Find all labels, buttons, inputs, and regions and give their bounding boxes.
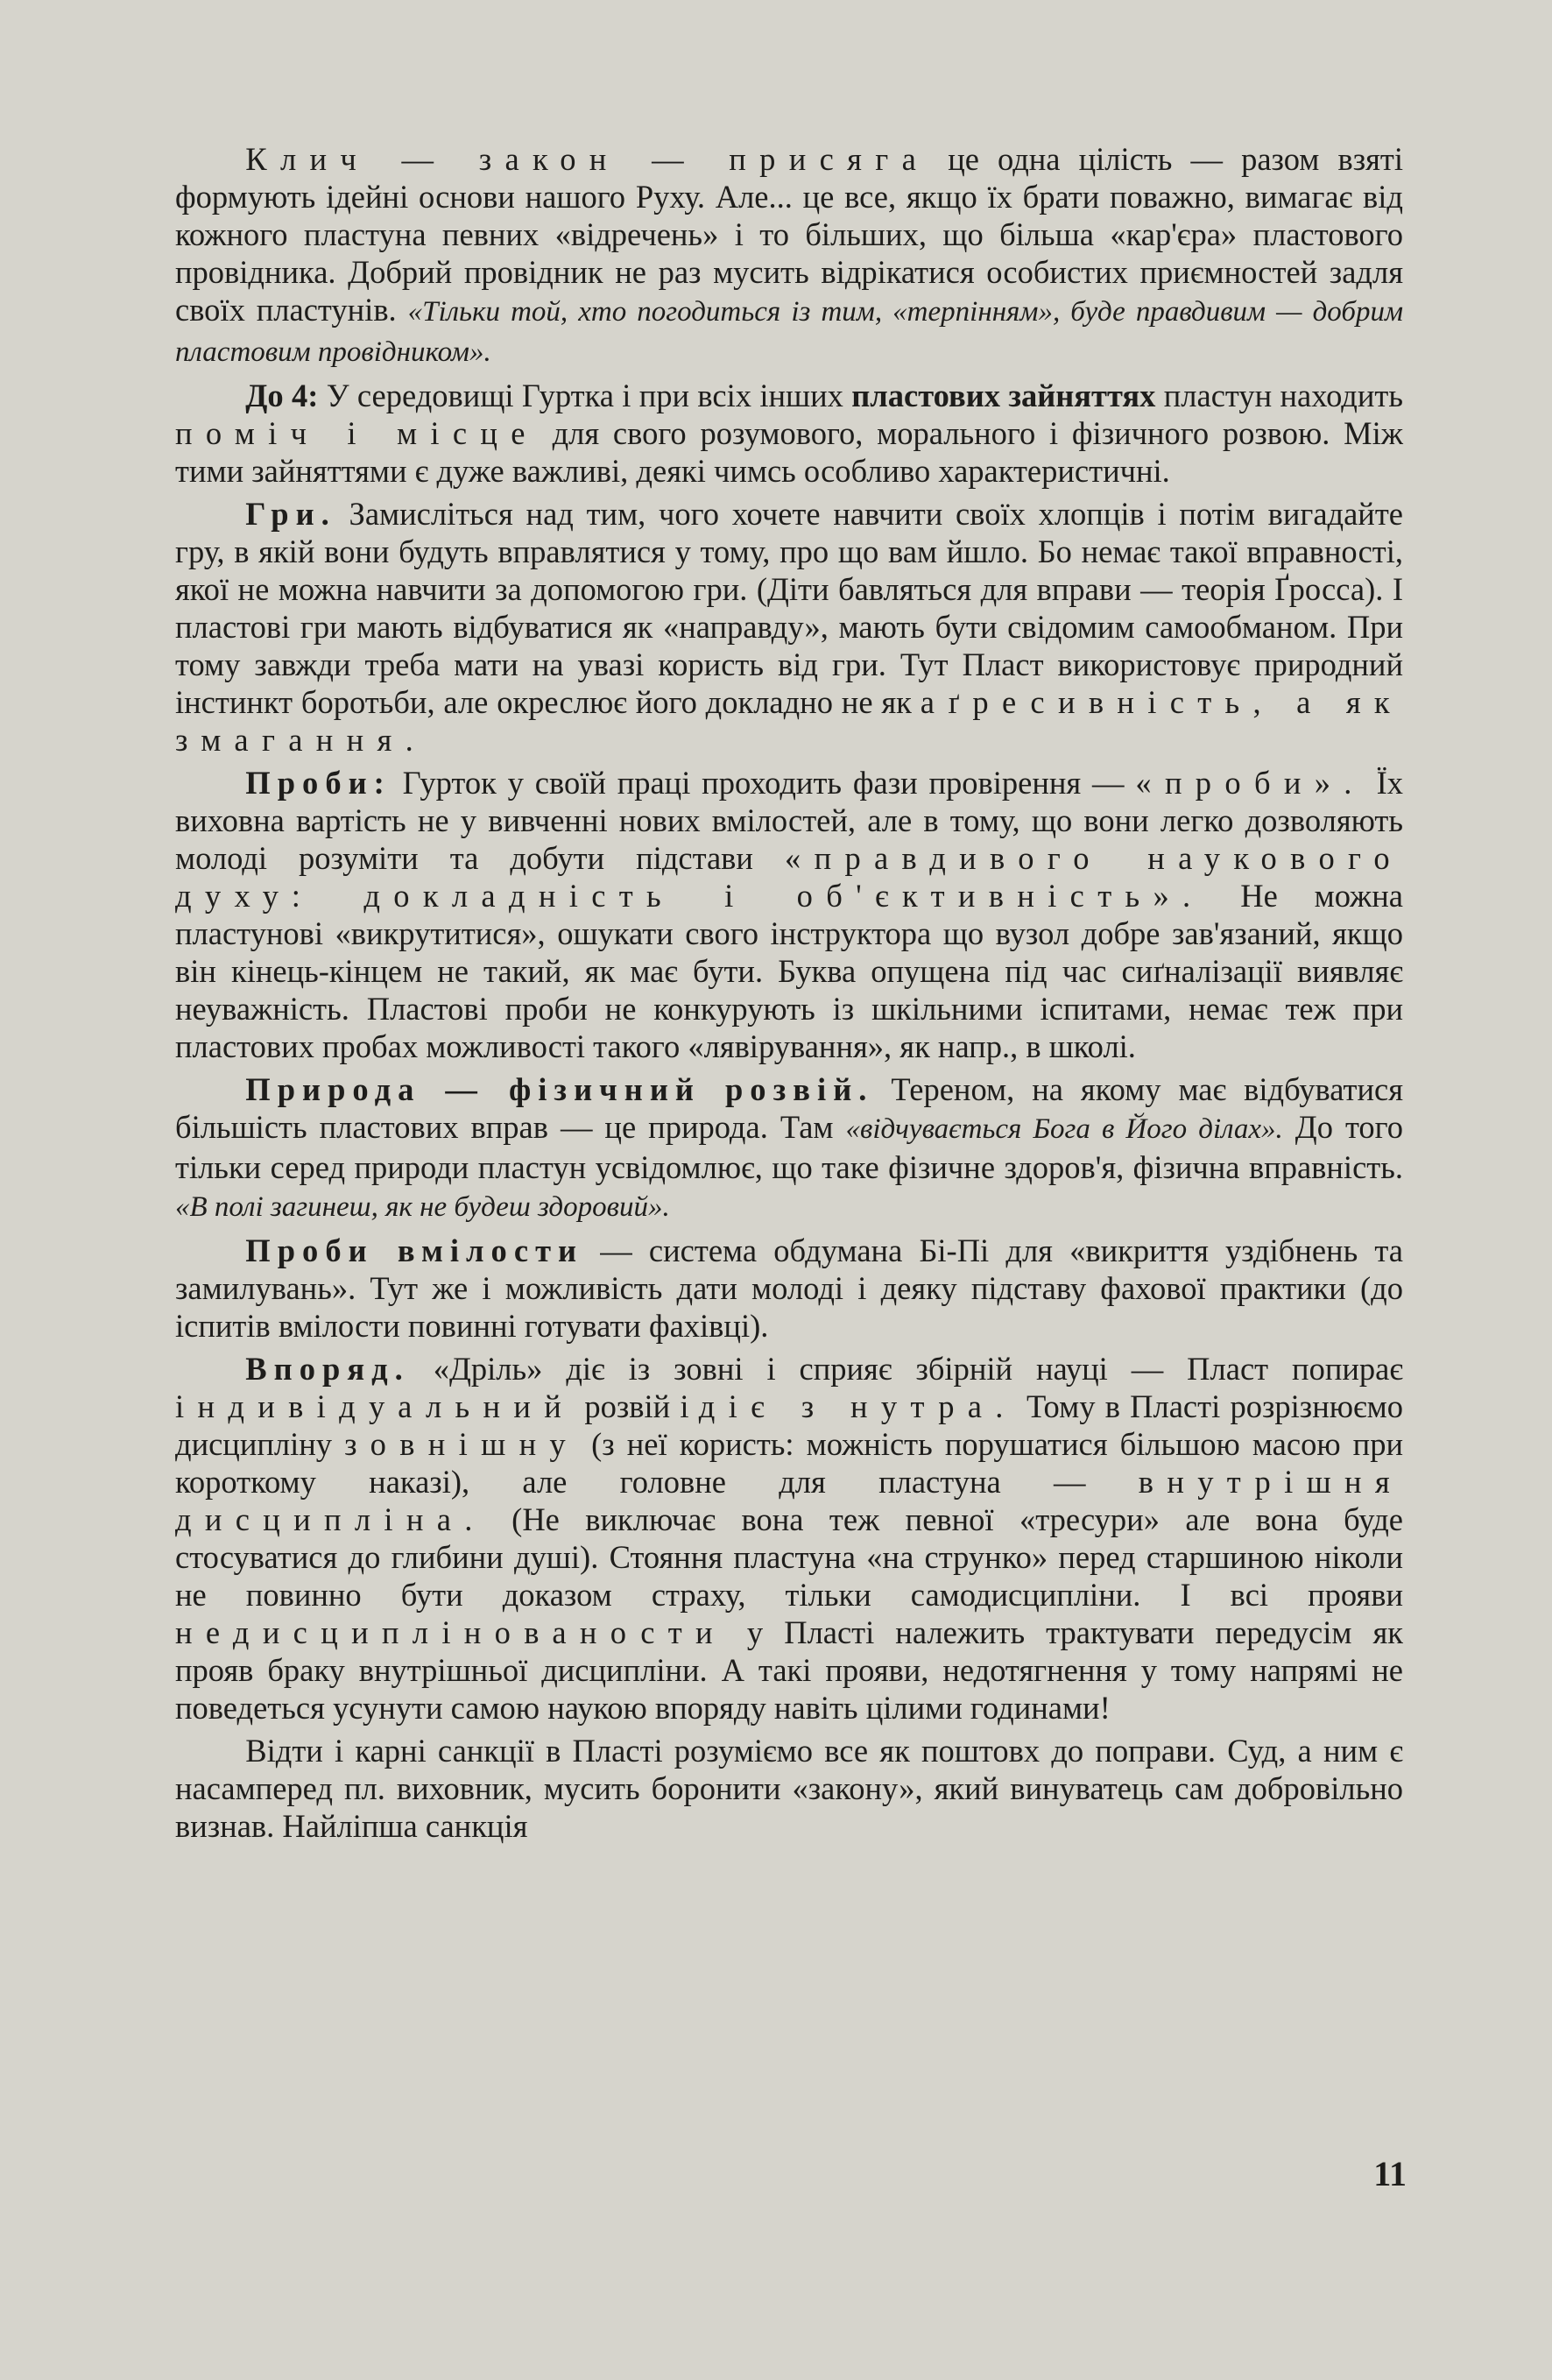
- spaced-emphasis: недисциплінованости: [175, 1614, 726, 1650]
- paragraph-text: (з неї користь: можність порушатися більшою масою при короткому наказі), але головне для пластуна —: [175, 1426, 1403, 1500]
- paragraph-5: [175, 1070, 1403, 1226]
- paragraph-text: Не можна пластунові «викрутитися», ошукати свого інструктора що вузол добре зав'язаний, якщо він кінець-кінцем не такий, як має бути. Буква опущена під час сиґналізації виявляє неуважність. Пластові проби не конкурують із шкільними іспитами, немає теж при пластових пробах можливості такого «лявірування», як напр., в школі.: [175, 878, 1404, 1064]
- paragraph-3: [175, 495, 1403, 759]
- paragraph-text: — система обдумана Бі-Пі для «викриття уздібнень та замилувань». Тут же і можливість дати молоді і деяку підставу фахової практики (до іспитів вмілости повинні готувати фахівці).: [175, 1232, 1403, 1344]
- paragraph-text: «Дріль» діє із зовні і сприяє збірній науці — Пласт попирає: [409, 1351, 1403, 1387]
- paragraph-text: Тереном, на якому має відбуватися більшість пластових вправ — це природа. Там: [175, 1071, 1403, 1145]
- paragraph-text: Гурток у своїй праці проходить фази провірення —: [391, 765, 1136, 801]
- spaced-emphasis: Клич — закон — присяга: [245, 141, 930, 177]
- page-number: 11: [1373, 2154, 1407, 2193]
- paragraph-8: [175, 1732, 1403, 1845]
- italic-quote: «Тільки той, хто погодиться із тим, «терпінням», буде правдивим — добрим пластовим провідником».: [175, 296, 1403, 368]
- spaced-emphasis: «проби».: [1135, 765, 1365, 801]
- italic-quote: «відчувається Бога в Його ділах».: [845, 1113, 1283, 1145]
- spaced-emphasis: поміч і місце: [175, 415, 539, 451]
- paragraph-6: [175, 1232, 1403, 1345]
- paragraph-text: Їх виховна вартість не у вивченні нових вмілостей, але в тому, що вони легко дозволяють молоді розуміти та добути підстави: [175, 765, 1403, 876]
- italic-quote: «В полі загинеш, як не будеш здоровий».: [175, 1191, 670, 1223]
- bold-term: пластових зайняттях: [851, 378, 1156, 413]
- section-heading: Впоряд.: [245, 1351, 410, 1387]
- paragraph-text: Тому в Пласті розрізнюємо дисципліну: [175, 1388, 1404, 1462]
- paragraph-text: розвій і: [575, 1388, 699, 1424]
- paragraph-text: У середовищі Гуртка і при всіх інших: [318, 378, 852, 413]
- spaced-emphasis: аґресивність, а як змагання.: [175, 684, 1404, 758]
- paragraph-1: [175, 140, 1403, 371]
- section-heading: Проби вмілости: [245, 1232, 584, 1268]
- paragraph-text: пластун находить: [1155, 378, 1403, 413]
- paragraph-2: [175, 377, 1403, 490]
- spaced-emphasis: зовнішну: [344, 1426, 580, 1462]
- spaced-emphasis: індивідуальний: [175, 1388, 575, 1424]
- spaced-emphasis: внутрішня дисципліна.: [175, 1464, 1403, 1537]
- paragraph-4: [175, 764, 1403, 1065]
- paragraph-text: це одна цілість — разом взяті формують ідейні основи нашого Руху. Але... це все, якщо їх брати поважно, вимагає від кожного пластуна певних «відречень» і то більших, що більша «кар'єра» пластового провідника. Добрий провідник не раз мусить відрікатися особистих приємностей задля своїх пластунів.: [175, 141, 1404, 328]
- paragraph-text: Відти і карні санкції в Пласті розуміємо все як поштовх до поправи. Суд, а ним є насамперед пл. виховник, мусить боронити «закону», який винуватець сам добровільно визнав. Найліпша санкція: [175, 1733, 1403, 1844]
- paragraph-7: [175, 1350, 1403, 1727]
- paragraph-text: у Пласті належить трактувати передусім як прояв браку внутрішньої дисципліни. А такі прояви, недотягнення у тому напрямі не поведеться усунути самою наукою впоряду навіть цілими годинами!: [175, 1614, 1403, 1726]
- paragraph-text: для свого розумового, морального і фізичного розвою. Між тими зайняттями є дуже важливі, деякі чимсь особливо характеристичні.: [175, 415, 1403, 489]
- body-text: [175, 140, 1403, 1845]
- section-heading: До 4:: [245, 378, 319, 413]
- paragraph-text: (Не виключає вона теж певної «тресури» але вона буде стосуватися до глибини душі). Стояння пластуна «на струнко» перед старшиною ніколи не повинно бути доказом страху, тільки самодисципліни. І всі прояви: [175, 1501, 1403, 1613]
- spaced-emphasis: діє з нутра.: [698, 1388, 1017, 1424]
- section-heading: Проби:: [245, 765, 392, 801]
- section-heading: Природа — фізичний розвій.: [245, 1071, 874, 1107]
- paragraph-text: До того тільки серед природи пластун усвідомлює, що таке фізичне здоров'я, фізична вправність.: [175, 1109, 1403, 1185]
- spaced-emphasis: «правдивого наукового духу: докладність і об'єктивність».: [175, 840, 1403, 914]
- section-heading: Гри.: [245, 496, 336, 532]
- paragraph-text: Замисліться над тим, чого хочете навчити своїх хлопців і потім вигадайте гру, в якій вони будуть вправлятися у тому, про що вам йшло. Бо немає такої вправності, якої не можна навчити за допомогою гри. (Діти бавляться для вправи — теорія Ґросса). І пластові гри мають відбуватися як «направду», мають бути свідомим самообманом. При тому завжди треба мати на увазі користь від гри. Тут Пласт використовує природний інстинкт боротьби, але окреслює його докладно не як: [175, 496, 1403, 720]
